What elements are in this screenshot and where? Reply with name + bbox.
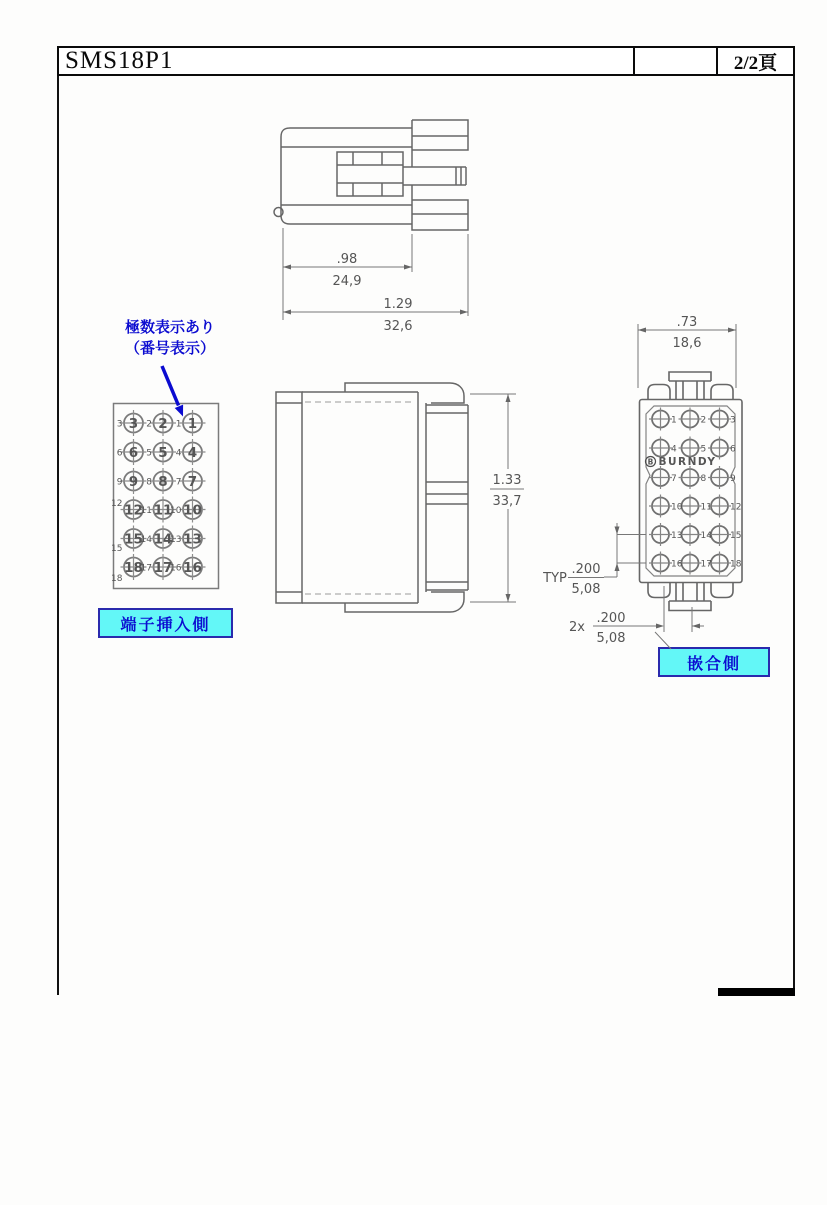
pin-number: 12 xyxy=(730,502,742,513)
dim-latch-width-inch: .98 xyxy=(336,252,358,267)
pin-number: 17 xyxy=(700,559,712,570)
dim-face-width-inch: .73 xyxy=(676,315,698,330)
dim-key-width-prefix: 2x xyxy=(569,620,585,635)
pin-number-blue: 18 xyxy=(124,560,143,576)
pin-number: 13 xyxy=(671,531,683,541)
dim-latch-width xyxy=(283,228,468,334)
pin-number-blue: 1 xyxy=(187,416,198,432)
pin-number-blue: 2 xyxy=(158,416,168,432)
pin-number: 2 xyxy=(700,415,707,426)
brand-logo-letter: B xyxy=(647,457,654,467)
pin-number: 14 xyxy=(700,531,712,541)
brand-mark xyxy=(646,456,717,468)
stamped-number: 12 xyxy=(111,499,123,509)
part-number: SMS18P1 xyxy=(65,47,174,74)
pin-circle xyxy=(679,408,702,431)
dim-latch-width-mm: 24,9 xyxy=(332,274,362,289)
housing-top-key xyxy=(669,372,711,399)
dim-face-width xyxy=(638,315,736,388)
pin-number-blue: 7 xyxy=(187,474,198,490)
pin-number-blue: 4 xyxy=(187,445,198,461)
housing-top-bumps xyxy=(648,385,733,400)
pin-circle xyxy=(649,408,672,431)
pin-number: 15 xyxy=(730,531,742,541)
stamped-number: 9 xyxy=(116,477,123,488)
label-mating-text: 嵌合側 xyxy=(686,655,741,673)
annotation-arrowhead xyxy=(175,405,183,417)
housing-bottom-key xyxy=(669,583,711,611)
pin-number: 11 xyxy=(700,502,712,513)
pin-circle xyxy=(708,466,731,489)
stamped-number: 11 xyxy=(140,506,152,516)
pin-number: 3 xyxy=(730,415,736,426)
pin-number: 4 xyxy=(671,444,677,455)
stamped-number: 3 xyxy=(116,419,123,430)
mating-face-pins xyxy=(646,408,742,575)
label-terminal-insertion-text: 端子挿入側 xyxy=(120,616,211,634)
stamped-number: 2 xyxy=(146,419,152,430)
side-view-bottom-latch xyxy=(345,592,464,612)
front-view-drawing xyxy=(640,372,743,611)
top-view-body xyxy=(281,128,412,224)
pin-number: 8 xyxy=(700,474,707,484)
pin-number: 18 xyxy=(730,559,742,570)
pin-circle xyxy=(649,466,672,489)
annotation-line1: 極数表示あり xyxy=(124,319,215,336)
stamped-number: 5 xyxy=(146,448,152,459)
side-view-hidden-lines xyxy=(305,402,414,594)
dim-row-pitch-inch: .200 xyxy=(571,562,601,577)
mating-face-pin-numbers xyxy=(671,416,742,570)
stamped-number: 8 xyxy=(146,477,152,488)
pin-number: 1 xyxy=(671,415,677,426)
side-view-drawing xyxy=(276,383,468,612)
pin-number: 9 xyxy=(730,474,736,484)
pin-number-blue: 16 xyxy=(183,560,202,576)
pin-number-blue: 9 xyxy=(128,474,139,490)
dim-overall-height xyxy=(470,394,524,602)
dim-overall-height-mm: 33,7 xyxy=(492,494,522,509)
pin-number: 6 xyxy=(730,444,736,455)
stamped-number: 4 xyxy=(175,448,182,459)
stamped-number: 7 xyxy=(175,477,182,488)
pin-number-blue: 11 xyxy=(153,502,173,519)
pin-number-blue: 13 xyxy=(183,531,202,548)
side-view-body-edges xyxy=(302,392,418,603)
side-view-flange-lines xyxy=(276,403,302,592)
dim-overall-height-inch: 1.33 xyxy=(492,473,522,488)
stamped-number: 15 xyxy=(111,544,123,554)
dim-key-width-mm: 5,08 xyxy=(596,631,626,646)
side-view-top-latch xyxy=(345,383,464,403)
stamped-number: 13 xyxy=(170,535,182,545)
side-view-mating-section xyxy=(418,392,468,603)
pin-circle xyxy=(708,408,731,431)
pin-circle xyxy=(679,466,702,489)
dim-row-pitch xyxy=(542,523,646,597)
pin-number: 7 xyxy=(671,474,677,484)
stamped-number: 18 xyxy=(111,574,123,584)
pin-number-blue: 12 xyxy=(124,502,143,519)
page-number: 2/2頁 xyxy=(716,48,793,74)
top-view-plunger xyxy=(337,152,403,196)
top-view-drawing xyxy=(274,120,468,230)
pin-circle xyxy=(649,495,672,518)
pin-number-blue: 5 xyxy=(158,445,168,461)
annotation-line2: （番号表示） xyxy=(124,340,215,357)
dim-arrowheads-top-view xyxy=(283,265,468,315)
pin-number: 16 xyxy=(671,559,683,570)
pin-number-blue: 15 xyxy=(124,531,143,548)
dim-row-pitch-mm: 5,08 xyxy=(571,582,601,597)
dim-key-width-inch: .200 xyxy=(596,611,626,626)
dim-lines-top-view xyxy=(283,228,468,320)
top-view-latch-heads xyxy=(412,120,468,230)
pin-number: 5 xyxy=(700,444,707,455)
housing-bottom-bumps xyxy=(648,583,733,598)
brand-name: BURNDY xyxy=(658,456,717,468)
side-view-flange xyxy=(276,392,302,603)
pin-circle xyxy=(649,552,672,575)
pin-number-blue: 10 xyxy=(183,502,202,519)
dim-arrowheads-key-width xyxy=(656,624,700,629)
stamped-number: 17 xyxy=(140,563,152,574)
pin-circle xyxy=(649,523,672,546)
pin-number-blue: 17 xyxy=(153,560,173,576)
housing-inner-outline xyxy=(646,406,735,576)
annotation-arrow xyxy=(162,366,183,417)
pin-number-blue: 3 xyxy=(128,416,139,432)
pin-number-blue: 14 xyxy=(153,531,173,548)
annotation-arrow-shaft xyxy=(162,366,179,406)
dim-overall-length-mm: 32,6 xyxy=(383,319,413,334)
top-view-center-bar xyxy=(403,167,466,185)
stamped-number: 6 xyxy=(116,448,123,459)
stamped-number: 1 xyxy=(175,419,182,430)
pin-number: 10 xyxy=(671,502,683,513)
terminal-face-diagram xyxy=(111,366,218,589)
dim-lines-face-width xyxy=(638,324,736,388)
stamped-number: 14 xyxy=(140,535,152,545)
dim-face-width-mm: 18,6 xyxy=(672,336,702,351)
dim-overall-length-inch: 1.29 xyxy=(383,297,413,312)
dim-row-pitch-prefix: TYP xyxy=(543,571,567,586)
pin-number-blue: 6 xyxy=(128,445,139,461)
stamped-number: 10 xyxy=(170,506,182,516)
stamped-number: 16 xyxy=(170,563,182,574)
terminal-face-pins xyxy=(121,410,206,580)
pin-number-blue: 8 xyxy=(158,474,168,490)
